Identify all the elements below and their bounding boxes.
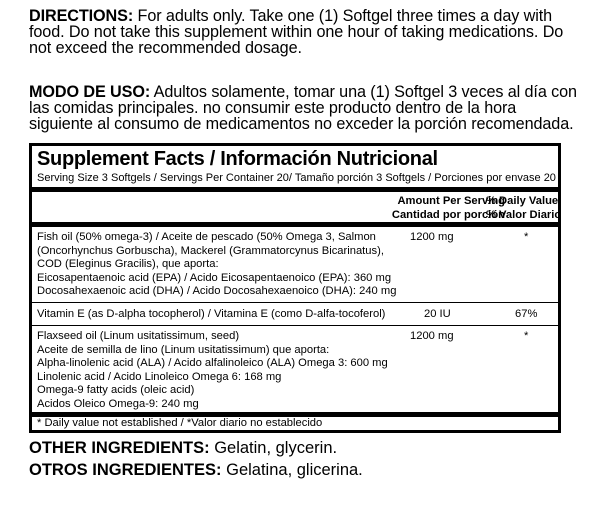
vitamin-e-dv: 67% <box>515 308 538 320</box>
directions-label: DIRECTIONS: <box>29 7 134 25</box>
modo-de-uso-section <box>29 84 577 132</box>
flax-amount: 1200 mg <box>410 330 454 342</box>
dv-header-en: % Daily Value <box>486 195 559 207</box>
footnote: * Daily value not established / *Valor diario no establecido <box>37 417 323 429</box>
directions-section <box>29 8 577 56</box>
dv-header-es: % Valor Diario <box>486 208 562 221</box>
fish-oil-line: Fish oil (50% omega-3) / Aceite de pescado (50% Omega 3, Salmon <box>37 231 376 243</box>
directions-text-1: For adults only. Take one (1) Softgel three times a day with <box>137 7 553 25</box>
amount-header-es: Cantidad por porción <box>391 208 505 221</box>
modo-text-1: Adultos solamente, tomar una (1) Softgel 3 veces al día con <box>153 83 577 101</box>
other-ingredients-label: OTHER INGREDIENTS: <box>29 439 210 457</box>
directions-line-1 <box>29 8 577 24</box>
modo-label: MODO DE USO: <box>29 83 151 101</box>
flaxseed-row <box>37 330 388 411</box>
ala-line: Alpha-linolenic acid (ALA) / Acido alfalinoleico (ALA) Omega 3: 600 mg <box>37 357 388 369</box>
directions-line-3: not exceed the recommended dosage. <box>29 39 302 57</box>
directions-line-2: food. Do not take this supplement within one hour of taking medications. Do <box>29 23 564 41</box>
fish-oil-line: COD (Eleginus Gracilis), que aporta: <box>37 258 219 270</box>
otros-ingredientes-value: Gelatina, glicerina. <box>226 461 363 479</box>
other-ingredients <box>29 439 337 457</box>
modo-line-2: las comidas principales. no consumir este producto dentro de la hora <box>29 99 517 117</box>
linolenic-line: Linolenic acid / Acido Linoleico Omega 6: 168 mg <box>37 370 282 383</box>
flax-dv: * <box>524 330 529 342</box>
facts-title: Supplement Facts / Información Nutricional <box>37 148 438 170</box>
oleico-line: Acidos Oleico Omega-9: 240 mg <box>37 397 199 410</box>
row-divider <box>32 325 558 326</box>
dha-line: Docosahexaenoic acid (DHA) / Acido Docosahexaenoico (DHA): 240 mg <box>37 285 397 297</box>
fish-oil-row <box>37 231 396 299</box>
thick-divider <box>32 187 558 192</box>
vitamin-e-name: Vitamin E (as D-alpha tocopherol) / Vitamina E (como D-alfa-tocoferol) <box>37 308 386 320</box>
vitamin-e-amount: 20 IU <box>424 308 451 320</box>
flax-line: Flaxseed oil (Linum usitatissimum, seed) <box>37 330 240 342</box>
omega9-line: Omega-9 fatty acids (oleic acid) <box>37 384 195 396</box>
other-ingredients-value: Gelatin, glycerin. <box>214 439 338 457</box>
modo-line-3: siguiente al consumo de medicamentos no exceder la porción recomendada. <box>29 115 574 133</box>
fish-oil-line: (Oncorhynchus Gorbuscha), Mackerel (Grammatorcynus Bicarinatus), <box>37 244 384 257</box>
otros-ingredientes <box>29 461 363 479</box>
modo-line-1 <box>29 84 577 100</box>
supplement-facts-panel <box>29 143 561 433</box>
thick-divider <box>32 222 558 227</box>
amount-header-en: Amount Per Serving <box>397 195 505 207</box>
epa-line: Eicosapentaenoic acid (EPA) / Acido Eicosapentaenoico (EPA): 360 mg <box>37 271 392 284</box>
fish-oil-dv: * <box>524 231 529 243</box>
row-divider <box>32 302 558 303</box>
flax-line: Aceite de semilla de lino (Linum usitatissimum) que aporta: <box>37 343 330 356</box>
serving-info: Serving Size 3 Softgels / Servings Per Container 20/ Tamaño porción 3 Softgels / Porciones por envase 20 <box>37 172 556 184</box>
fish-oil-amount: 1200 mg <box>410 231 454 243</box>
dv-header <box>486 195 562 222</box>
otros-ingredientes-label: OTROS INGREDIENTES: <box>29 461 222 479</box>
